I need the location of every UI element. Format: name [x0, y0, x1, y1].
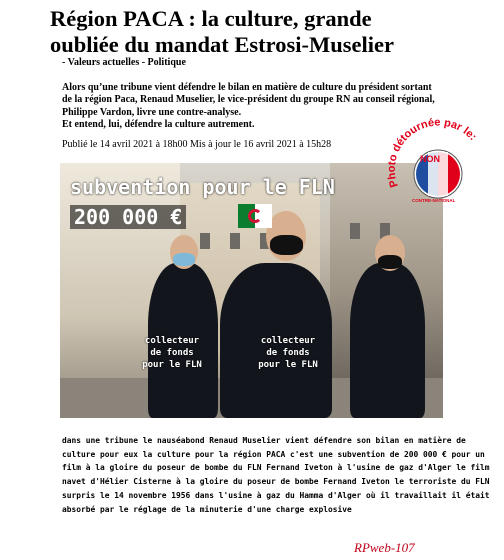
stamp [384, 108, 492, 216]
body-line: culture pour eux la culture pour la région PACA c'est une subvention de 200 000 € pour un [62, 449, 485, 459]
window [350, 223, 360, 239]
caption-left: collecteur de fonds pour le FLN [142, 336, 202, 370]
photo-amount: 200 000 € [70, 205, 186, 229]
body-line: film à la gloire du poseur de bombe du FLN Fernand Iveton à l'usine de gaz d'Alger le film [62, 463, 490, 473]
window [200, 233, 210, 249]
face-mask [378, 255, 402, 269]
lead-line: Et entend, lui, défendre la culture autrement. [62, 118, 255, 130]
stamp-text: Photo détournée par le: [385, 116, 479, 189]
body-line: navet d'Hélier Cisterne à la gloire du poseur de bombe Fernand Iveton le terroriste du FLN [62, 477, 490, 487]
body-line: absorbé par le réglage de la minuterie d'une charge explosive [62, 504, 352, 514]
body-line: surpris le 14 novembre 1956 dans l'usine à gaz du Hamma d'Alger où il travaillait il était [62, 490, 490, 500]
lead-line: Alors qu’une tribune vient défendre le bilan en matière de culture du président sortant [62, 82, 432, 93]
stamp-logo-icon [384, 108, 492, 216]
publication-dates: Publié le 14 avril 2021 à 18h00 Mis à jour le 16 avril 2021 à 15h28 [62, 139, 332, 150]
stamp-logo-bottom: CONTRE-NATIONAL [412, 198, 456, 203]
body-line: dans une tribune le nauséabond Renaud Muselier vient défendre son bilan en matière de [62, 436, 466, 445]
lead-line: Philippe Vardon, livre une contre-analyse. [62, 106, 242, 118]
rubric: - Valeurs actuelles - Politique [62, 57, 186, 68]
window [230, 233, 240, 249]
face-mask [270, 235, 303, 255]
title-line-1: Région PACA : la culture, grande [50, 6, 372, 31]
article-title [50, 6, 470, 58]
photo-banner: subvention pour le FLN [70, 175, 335, 199]
face-mask [173, 253, 195, 266]
person-right [350, 263, 425, 418]
lead-line: de la région Paca, Renaud Muselier, le vice-président du groupe RN au conseil régional, [62, 94, 435, 106]
stamp-logo-top: NON [420, 154, 440, 164]
title-line-2: oubliée du mandat Estrosi-Muselier [50, 32, 394, 57]
signature: RPweb-107 [354, 540, 415, 555]
algeria-flag-icon [238, 204, 272, 228]
caption-right: collecteur de fonds pour le FLN [258, 336, 318, 370]
body-text [62, 434, 490, 516]
